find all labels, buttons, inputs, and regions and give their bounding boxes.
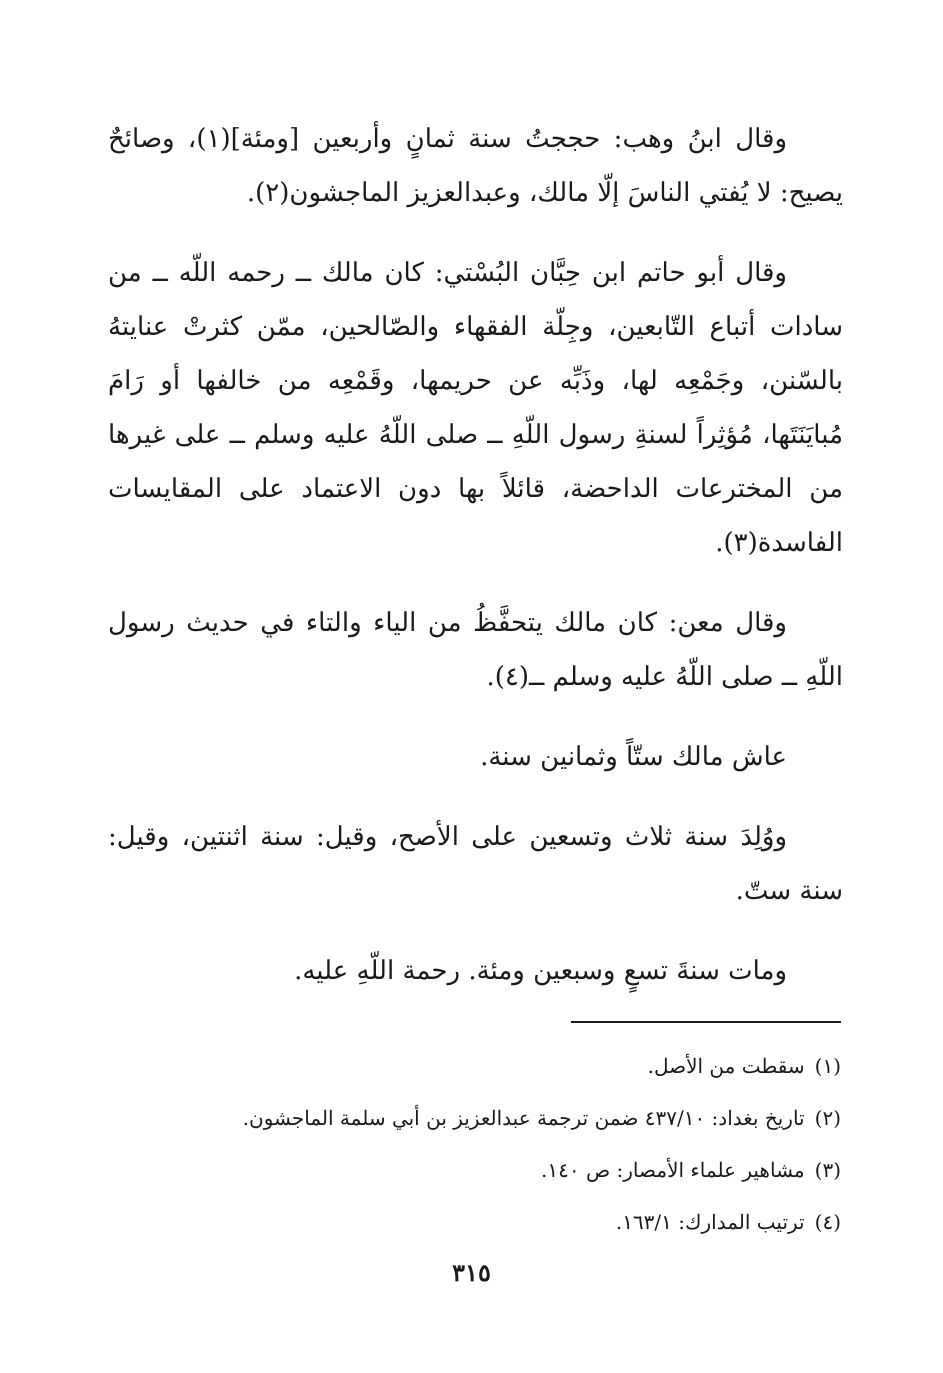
paragraph-ibn-wahb: وقال ابنُ وهب: حججتُ سنة ثمانٍ وأربعين [ومئة](١)، وصائحٌ يصيح: لا يُفتي الناسَ إلّا مالك، وعبدالعزيز الماجشون(٢). xyxy=(108,124,843,208)
footnote-3 xyxy=(108,1144,841,1196)
paragraph-birth: ووُلِدَ سنة ثلاث وتسعين على الأصح، وقيل: سنة اثنتين، وقيل: سنة ستّ. xyxy=(108,822,843,906)
paragraph-ibn-hibban: وقال أبو حاتم ابن حِبَّان البُسْتي: كان مالك ــ رحمه اللّه ــ من سادات أتباع التّابعين، وجِلّة الفقهاء والصّالحين، ممّن كثرتْ عنايتهُ بالسّنن، وجَمْعِه لها، وذَبِّه عن حريمها، وقَمْعِه من خالفها أو رَامَ مُبايَنَتَها، مُؤثِراً لسنةِ رسول اللّهِ ــ صلى اللّهُ عليه وسلم ــ على غيرها من المخترعات الداحضة، قائلاً بها دون الاعتماد على المقايسات الفاسدة(٣). xyxy=(108,258,843,558)
footnote-number: (٤) xyxy=(814,1210,841,1234)
footnotes xyxy=(108,1040,841,1248)
footnote-number: (٣) xyxy=(814,1158,841,1182)
footnote-2 xyxy=(108,1092,841,1144)
footnote-text: تاريخ بغداد: ٤٣٧/١٠ ضمن ترجمة عبدالعزيز بن أبي سلمة الماجشون. xyxy=(242,1106,805,1130)
paragraph-maan: وقال معن: كان مالك يتحفَّظُ من الياء والتاء في حديث رسول اللّهِ ــ صلى اللّهُ عليه وسلم ــ(٤). xyxy=(108,608,843,692)
footnote-text: سقطت من الأصل. xyxy=(647,1054,805,1078)
footnote-4 xyxy=(108,1196,841,1248)
footnote-number: (٢) xyxy=(814,1106,841,1130)
footnote-divider xyxy=(571,1021,841,1023)
main-text xyxy=(108,112,843,1024)
footnote-number: (١) xyxy=(814,1054,841,1078)
footnote-text: مشاهير علماء الأمصار: ص ١٤٠. xyxy=(541,1158,805,1182)
footnote-text: ترتيب المدارك: ١٦٣/١. xyxy=(615,1210,805,1234)
paragraph-age: عاش مالك ستّاً وثمانين سنة. xyxy=(480,742,787,772)
footnote-1 xyxy=(108,1040,841,1092)
paragraph-death: ومات سنةَ تسعٍ وسبعين ومئة. رحمة اللّهِ عليه. xyxy=(294,956,787,986)
page-number: ٣١٥ xyxy=(452,1258,491,1287)
